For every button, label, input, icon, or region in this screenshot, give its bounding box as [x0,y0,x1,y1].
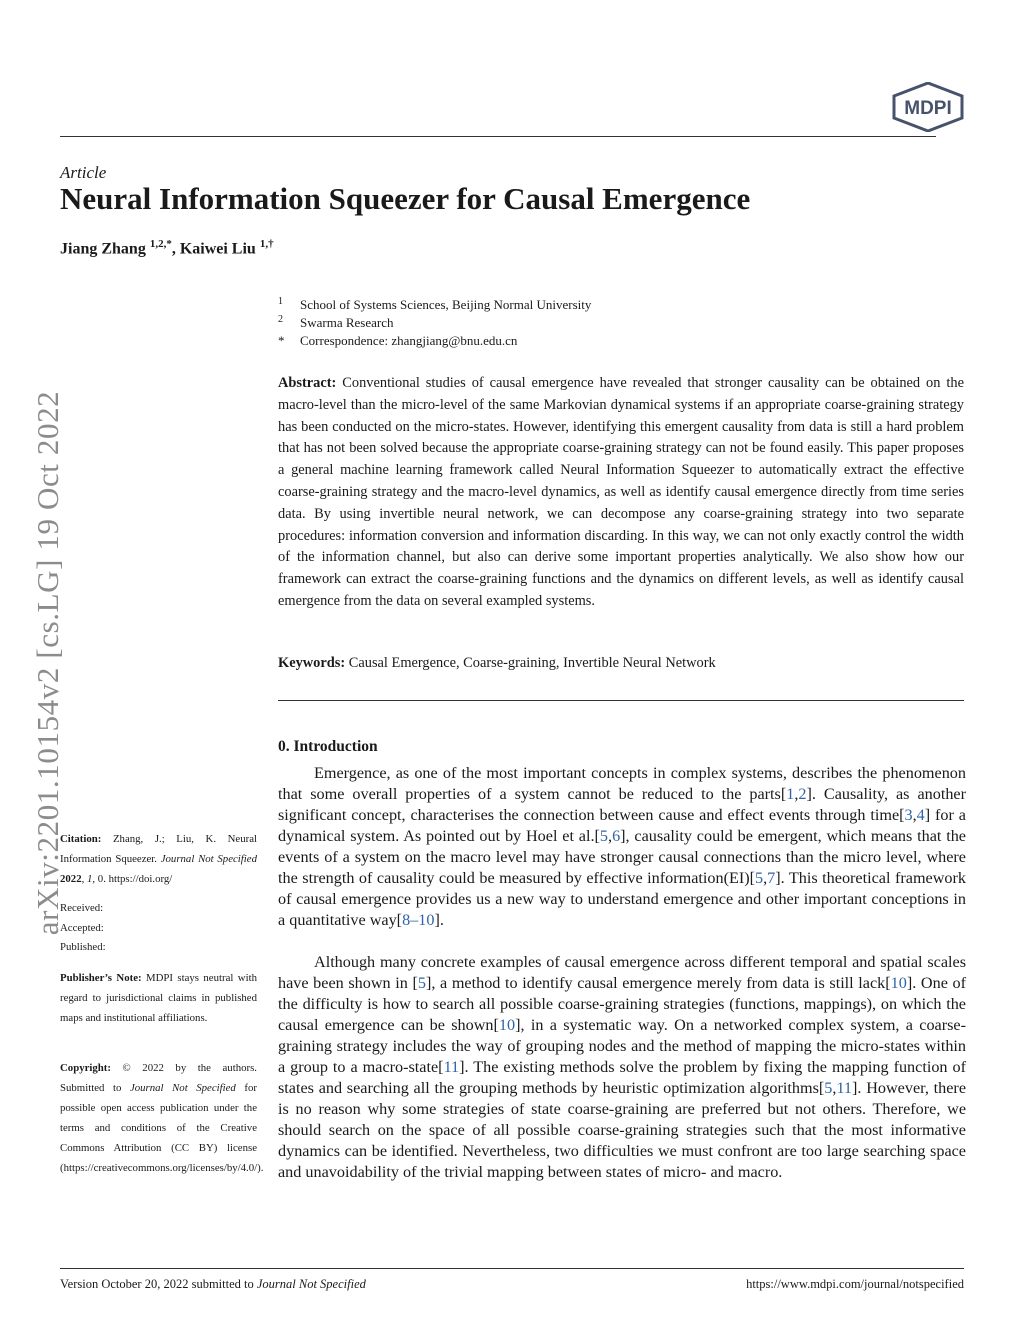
keywords-text: Causal Emergence, Coarse-graining, Invertible Neural Network [348,655,716,671]
paragraph-text: Although many concrete examples of causal emergence across different temporal and spatial scales have been shown in [ [278,953,966,992]
accepted-label: Accepted: [60,921,104,934]
keywords [278,655,964,672]
citation-volume: , 1 [81,873,93,885]
citation-link[interactable]: 10 [890,974,907,992]
paragraph-text: ]. However, there is no reason why some strategies of state coarse-graining are preferred but not others. Therefore, we should search on the space of all possible coarse-graining strategies such that the most informative dynamics can be identified. Nevertheless, two difficulties we must confront are too large searching space and unavoidability of the trivial mapping between states of micro- and macro. [278,1079,967,1181]
footer-version [60,1277,366,1292]
abstract [278,373,964,613]
paragraph-text: Emergence, as one of the most important concepts in complex systems, describes the phenomenon that some overall properties of a system cannot be reduced to the parts[ [278,764,966,803]
abstract-label: Abstract: [278,375,337,391]
citation-block [60,829,257,889]
top-rule [60,136,936,137]
page-title: Neural Information Squeezer for Causal Emergence [60,181,751,216]
paragraph-text: ], a method to identify causal emergence merely from data is still lack[ [425,974,891,992]
article-type: Article [60,163,107,182]
citation-link[interactable]: 11 [836,1079,853,1097]
citation-text: Zhang, J.; Liu, K. Neural Information Squeezer. [60,833,257,865]
affiliation-mark: 2 [278,314,283,325]
author-affiliation-mark: 1,2,* [149,238,172,250]
citation-link[interactable]: 2 [798,785,807,803]
citation-link[interactable]: 5 [824,1079,833,1097]
paragraph-text: ]. One of the difficulty is how to search all possible coarse-graining strategies (functions, mappings), on which the causal emergence can be shown[ [278,974,967,1034]
affiliation-item [278,297,591,313]
citation-year: 2022 [60,873,82,885]
correspondence-text[interactable]: Correspondence: zhangjiang@bnu.edu.cn [300,333,518,348]
paragraph-text: ]. Causality, as another significant concept, characterises the connection between cause and effect events through time[ [278,785,966,824]
paragraph-text: , [912,806,917,824]
paragraph [278,952,966,1183]
citation-link[interactable]: 5 [755,869,764,887]
citation-link[interactable]: 8–10 [402,911,435,929]
affiliation-text: School of Systems Sciences, Beijing Normal University [300,297,592,312]
footer-version-text: Version October 20, 2022 submitted to [60,1277,257,1291]
logo-text: MDPI [904,98,952,119]
citation-link[interactable]: 11 [443,1058,460,1076]
mdpi-logo [892,82,964,132]
copyright-journal: Journal Not Specified [129,1082,236,1094]
footer-url[interactable]: https://www.mdpi.com/journal/notspecified [746,1277,964,1291]
citation-link[interactable]: 4 [916,806,925,824]
publisher-note-text: MDPI stays neutral with regard to jurisdictional claims in published maps and institutional affiliations. [60,972,257,1024]
author-name[interactable]: Jiang Zhang [60,240,146,258]
paragraph-text: ], causality could be emergent, which means that the events of a system on the macro level may have stronger causal connections than the micro level, where the strength of causality could be measured by effective information(EI)[ [278,827,966,887]
paragraph [278,763,966,931]
paragraph-text: , [763,869,768,887]
citation-link[interactable]: 10 [498,1016,516,1034]
citation-doi[interactable]: , 0. https://doi.org/ [92,873,173,885]
author-affiliation-mark: 1,† [259,238,274,250]
section-heading: 0. Introduction [278,738,378,755]
publisher-note-label: Publisher’s Note: [60,972,142,984]
received-label: Received: [60,902,104,914]
copyright-label: Copyright: [60,1062,111,1074]
abstract-text: Conventional studies of causal emergence have revealed that stronger causality can be obtained on the macro-level than the micro-level of the same Markovian dynamical systems if an appropriate coarse-graining strategy has been conducted on the micro-states. However, identifying this emergent causality from data is still a hard problem that has not been solved because the appropriate coarse-graining strategy can not be found easily. This paper proposes a general machine learning framework called Neural Information Squeezer to automatically extract the effective coarse-graining strategy and the macro-level dynamics, as well as identify causal emergence directly from time series data. By using invertible neural network, we can decompose any coarse-graining strategy into two separate procedures: information conversion and information discarding. In this way, we can not only exactly control the width of the information channel, but also can derive some important properties analytically. We also show how our framework can extract the coarse-graining functions and the dynamics on different levels, as well as identify causal emergence from the data on several exampled systems. [278,375,964,609]
paragraph-text: ]. This theoretical framework of causal emergence provides us a new way to understand emergence and other important conceptions in a quantitative way[ [278,869,966,929]
citation-journal: Journal Not Specified [160,853,257,865]
affiliation-text: Swarma Research [300,315,394,330]
citation-link[interactable]: 5 [599,827,609,845]
copyright-license[interactable]: for possible open access publication under the terms and conditions of the Creative Commons Attribution (CC BY) license (https://creativecommons.org/licenses/by/4.0/). [60,1082,264,1174]
citation-link[interactable]: 5 [417,974,426,992]
affiliation-mark: 1 [278,296,283,307]
citation-label: Citation: [60,833,102,845]
citation-link[interactable]: 1 [786,785,795,803]
footer-journal: Journal Not Specified [256,1277,366,1291]
paragraph-text: ]. The existing methods solve the problem by fixing the mapping function of states and searching all the grouping methods by heuristic optimization algorithms[ [278,1058,966,1097]
arxiv-stamp-text: arXiv:2201.10154v2 [cs.LG] 19 Oct 2022 [30,390,65,936]
citation-link[interactable]: 7 [767,869,776,887]
publisher-note [60,968,257,1028]
paragraph-text: , [794,785,799,803]
section-divider [278,700,964,701]
paragraph-text: ] for a dynamical system. As pointed out by Hoel et al.[ [278,806,966,845]
affiliation-item [278,315,394,331]
affiliation-item [278,333,517,349]
copyright-block [60,1058,264,1178]
author-separator: , [171,240,180,258]
dates-block [60,899,257,958]
author-name[interactable]: Kaiwei Liu [179,240,256,258]
paragraph-text: ], in a systematic way. On a networked complex system, a coarse-graining strategy includes the way of grouping nodes and the method of mapping the micro-states within a group to a macro-state[ [278,1016,966,1076]
copyright-text: © 2022 by the authors. Submitted to [60,1062,257,1094]
paragraph-text: , [832,1079,837,1097]
citation-link[interactable]: 6 [612,827,621,845]
published-label: Published: [60,941,106,953]
paragraph-text: ]. [434,911,444,929]
footer-rule [60,1268,964,1269]
keywords-label: Keywords: [278,655,346,671]
paragraph-text: , [608,827,613,845]
affiliation-mark: * [278,333,285,348]
author-list [60,238,274,258]
citation-link[interactable]: 3 [904,806,913,824]
